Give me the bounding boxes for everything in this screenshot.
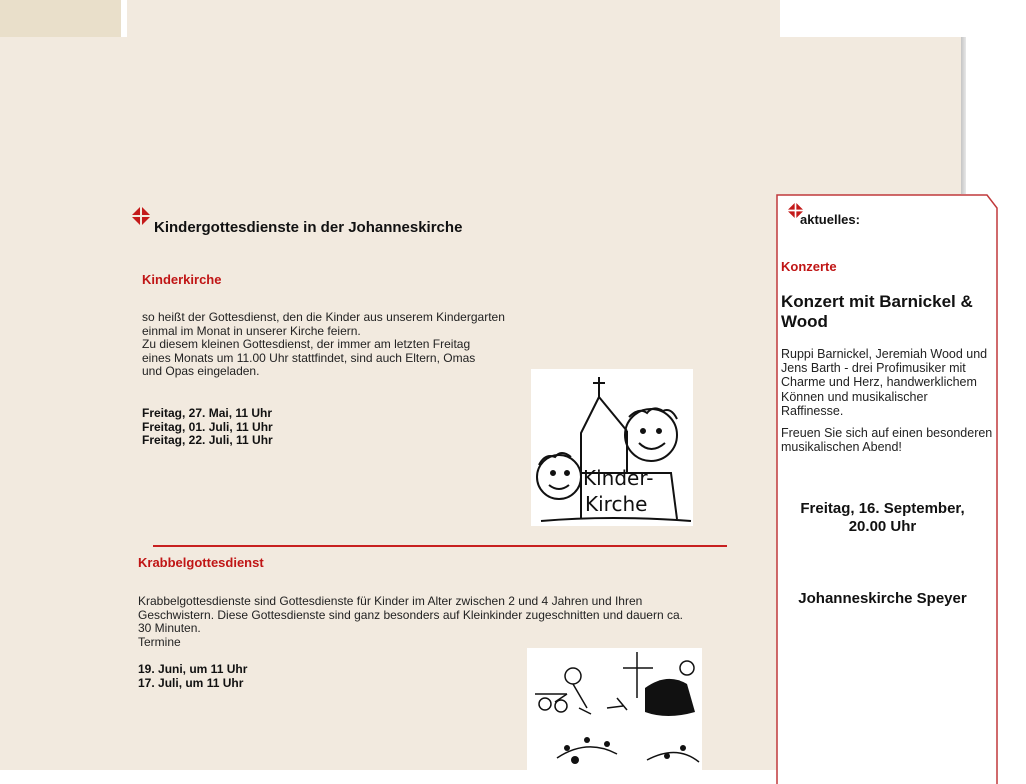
date-item: Freitag, 27. Mai, 11 Uhr	[142, 406, 273, 420]
kinderkirche-description	[142, 311, 505, 379]
date-item: 19. Juni, um 11 Uhr	[138, 662, 248, 676]
kinderkirche-drawing	[531, 369, 693, 526]
content-shadow	[961, 37, 966, 194]
section-heading-kinderkirche: Kinderkirche	[142, 272, 222, 287]
sidebar-headline[interactable]: Konzert mit Barnickel & Wood	[781, 292, 973, 331]
event-date-line: Freitag, 16. September,	[800, 500, 965, 517]
text-line: Geschwistern. Diese Gottesdienste sind ganz besonders auf Kleinkinder zugeschnitten und dauern ca.	[138, 607, 683, 622]
text-line: Termine	[138, 634, 181, 649]
section-heading-krabbelgottesdienst: Krabbelgottesdienst	[138, 555, 264, 570]
image-text: Kirche	[585, 492, 648, 516]
krabbelgottesdienst-image	[527, 648, 702, 770]
sidebar-frame	[776, 194, 998, 784]
text-line: 30 Minuten.	[138, 621, 201, 636]
sidebar-invitation: Freuen Sie sich auf einen besonderen musikalischen Abend!	[781, 426, 993, 455]
sidebar-venue: Johanneskirche Speyer	[798, 590, 967, 607]
image-text: Kinder-	[583, 466, 654, 490]
sidebar-category: Konzerte	[781, 259, 837, 274]
text-line: Zu diesem kleinen Gottesdienst, der immer am letzten Freitag	[142, 337, 471, 352]
kinderkirche-dates	[142, 407, 273, 448]
kinderkirche-image	[531, 369, 693, 526]
event-time-line: 20.00 Uhr	[848, 518, 917, 535]
text-line: so heißt der Gottesdienst, den die Kinder aus unserem Kindergarten	[142, 310, 505, 324]
date-item: Freitag, 01. Juli, 11 Uhr	[142, 419, 273, 434]
sidebar-event-date	[781, 500, 984, 536]
header-banner	[127, 0, 780, 37]
krabbelgottesdienst-description	[138, 595, 683, 649]
text-line: einmal im Monat in unserer Kirche feiern.	[142, 323, 361, 338]
sidebar-description: Ruppi Barnickel, Jeremiah Wood und Jens Barth - drei Profimusiker mit Charme und Herz, handwerklichem Können und musikalischer Raffinesse.	[781, 347, 988, 418]
sidebar-title: aktuelles:	[800, 212, 860, 227]
text-line: eines Monats um 11.00 Uhr stattfindet, sind auch Eltern, Omas	[142, 350, 476, 365]
page-title: Kindergottesdienste in der Johanneskirche	[154, 219, 463, 236]
children-drawing	[527, 648, 702, 770]
text-line: und Opas eingeladen.	[142, 364, 260, 379]
news-sidebar	[776, 194, 998, 784]
header-left-block	[0, 0, 121, 37]
date-item: 17. Juli, um 11 Uhr	[138, 675, 244, 690]
krabbelgottesdienst-dates	[138, 663, 247, 690]
date-item: Freitag, 22. Juli, 11 Uhr	[142, 433, 273, 448]
text-line: Krabbelgottesdienste sind Gottesdienste für Kinder im Alter zwischen 2 und 4 Jahren und Ihren	[138, 594, 643, 608]
church-cross-icon	[132, 207, 150, 225]
section-divider	[153, 545, 727, 547]
